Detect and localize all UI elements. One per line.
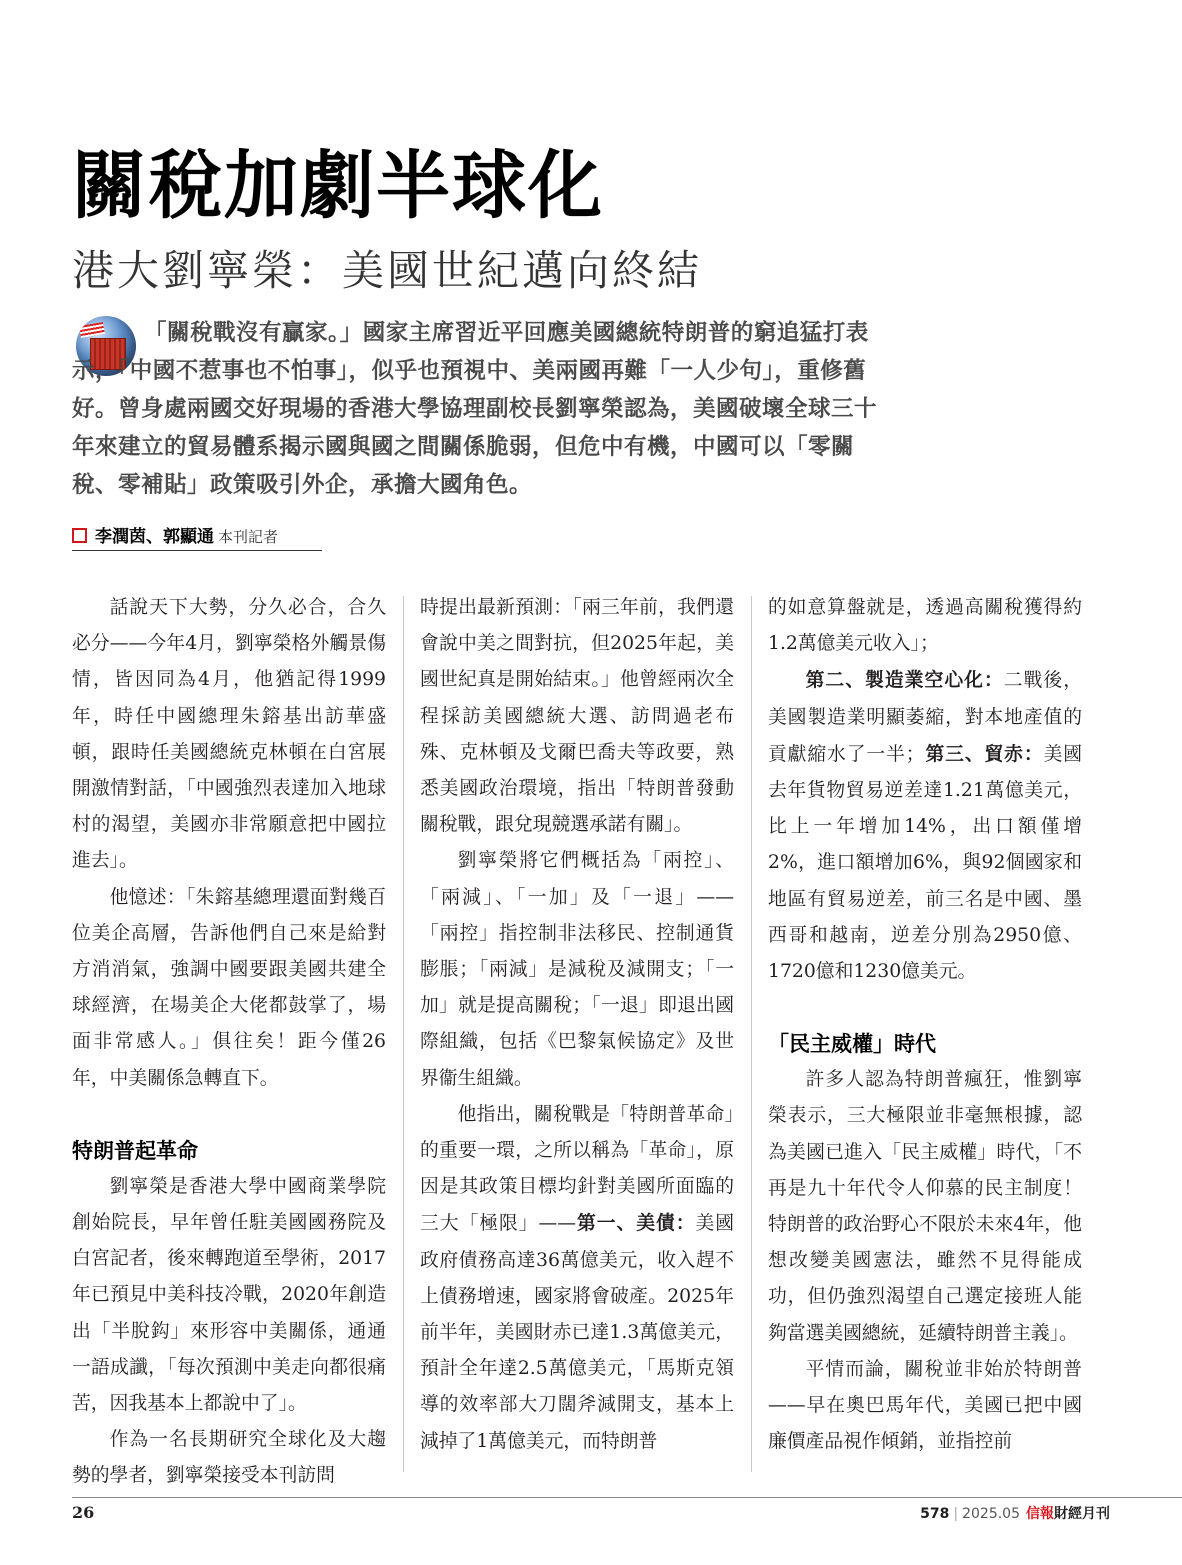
paragraph-text: 他指出，關稅戰是「特朗普革命」的重要一環，之所以稱為「革命」，原因是其政策目標均針對美國所面臨的三大「極限」——: [420, 1103, 734, 1235]
paragraph: [768, 662, 1082, 990]
byline-square-icon: [72, 528, 87, 543]
publication-brand-red: 信報: [1026, 1506, 1054, 1522]
byline: [72, 522, 322, 551]
paragraph-text: 二戰後，美國製造業明顯萎縮，對本地產值的貢獻縮水了一半；: [768, 670, 1083, 765]
column-divider: [403, 596, 404, 1472]
paragraph: 劉寧榮是香港大學中國商業學院創始院長，早年曾任駐美國國務院及白宮記者，後來轉跑道至學術，2017年已預見中美科技冷戰，2020年創造出「半脫鈎」來形容中美關係，通通一語成讖，「每次預測中美走向都很痛苦，因我基本上都說中了」。: [72, 1175, 386, 1415]
byline-role: 本刊記者: [218, 528, 279, 546]
section-heading: 「民主威權」時代: [768, 1032, 936, 1057]
bold-label: 第二、製造業空心化：: [805, 669, 1004, 692]
byline-names: 李潤茵、郭顯通: [95, 527, 214, 547]
publication-brand-black: 財經月刊: [1054, 1506, 1110, 1522]
bold-label: 第一、美債：: [576, 1212, 696, 1235]
article-headline: 關稅加劇半球化: [72, 143, 604, 229]
section-heading: 特朗普起革命: [72, 1138, 198, 1163]
paragraph: 時提出最新預測：「兩三年前，我們還會說中美之間對抗，但2025年起，美國世紀真是開始結束。」他曾經兩次全程採訪美國總統大選、訪問過老布殊、克林頓及戈爾巴喬夫等政要，熟悉美國政治環境，指出「特朗普發動關稅戰，跟兌現競選承諾有關」。: [420, 597, 734, 836]
article-intro: [72, 314, 892, 504]
paragraph-text: 美國政府債務高達36萬億美元，收入趕不上債務增速，國家將會破產。2025年前半年，美國財赤已達1.3萬億美元，預計全年達2.5萬億美元，「馬斯克領導的效率部大刀闊斧減開支，基本上減掉了1萬億美元，而特朗普: [420, 1213, 735, 1452]
paragraph: 劉寧榮將它們概括為「兩控」、「兩減」、「一加」及「一退」——「兩控」指控制非法移民、控制通貨膨脹；「兩減」是減稅及減開支；「一加」就是提高關稅；「一退」即退出國際組織，包括《巴黎氣候協定》及世界衞生組織。: [420, 850, 734, 1089]
footer-rule: [72, 1497, 1182, 1498]
footer-issue-info: [920, 1503, 1110, 1523]
intro-text: 「關稅戰沒有贏家。」國家主席習近平回應美國總統特朗普的窮追猛打表示，「中國不惹事也不怕事」，似乎也預視中、美兩國再難「一人少句」，重修舊好。曾身處兩國交好現場的香港大學協理副校長劉寧榮認為，美國破壞全球三十年來建立的貿易體系揭示國與國之間關係脆弱，但危中有機，中國可以「零關稅、零補貼」政策吸引外企，承擔大國角色。: [72, 320, 878, 498]
issue-date: 2025.05: [962, 1506, 1020, 1522]
column-divider: [751, 596, 752, 1472]
paragraph: 許多人認為特朗普瘋狂，惟劉寧榮表示，三大極限並非毫無根據，認為美國已進入「民主威權」時代，「不再是九十年代令人仰慕的民主制度！特朗普的政治野心不限於未來4年，他想改變美國憲法，雖然不見得能成功，但仍強烈渴望自己選定接班人能夠當選美國總統，延續特朗普主義」。: [768, 1069, 1082, 1344]
paragraph: 的如意算盤就是，透過高關稅獲得約1.2萬億美元收入」；: [768, 597, 1082, 655]
article-subhead: 港大劉寧榮：美國世紀邁向終結: [72, 246, 703, 295]
paragraph-text: 美國去年貨物貿易逆差達1.21萬億美元，比上一年增加14%，出口額僅增2%，進口額增加6%，與92個國家和地區有貿易逆差，前三名是中國、墨西哥和越南，逆差分別為2950億、1720億和1230億美元。: [768, 743, 1083, 983]
column-3: [768, 590, 1082, 1460]
column-2: [420, 590, 734, 1460]
page-number: 26: [72, 1503, 95, 1522]
issue-number: 578: [920, 1506, 950, 1522]
bold-label: 第三、貿赤：: [924, 742, 1044, 765]
paragraph: 話說天下大勢，分久必合，合久必分——今年4月，劉寧榮格外觸景傷情，皆因同為4月，他猶記得1999年，時任中國總理朱鎔基出訪華盛頓，跟時任美國總統克林頓在白宮展開激情對話，「中國強烈表達加入地球村的渴望，美國亦非常願意把中國拉進去」。: [72, 597, 386, 872]
paragraph: 他憶述：「朱鎔基總理還面對幾百位美企高層，告訴他們自己來是給對方消消氣，強調中國要跟美國共建全球經濟，在場美企大佬都鼓掌了，場面非常感人。」俱往矣！距今僅26年，中美關係急轉直下。: [72, 886, 386, 1089]
paragraph: [420, 1097, 734, 1460]
paragraph: 平情而論，關稅並非始於特朗普——早在奧巴馬年代，美國已把中國廉價產品視作傾銷，並指控前: [768, 1358, 1082, 1453]
paragraph: 作為一名長期研究全球化及大趨勢的學者，劉寧榮接受本刊訪問: [72, 1429, 386, 1487]
column-1: [72, 590, 386, 1495]
footer-separator: |: [953, 1506, 959, 1522]
